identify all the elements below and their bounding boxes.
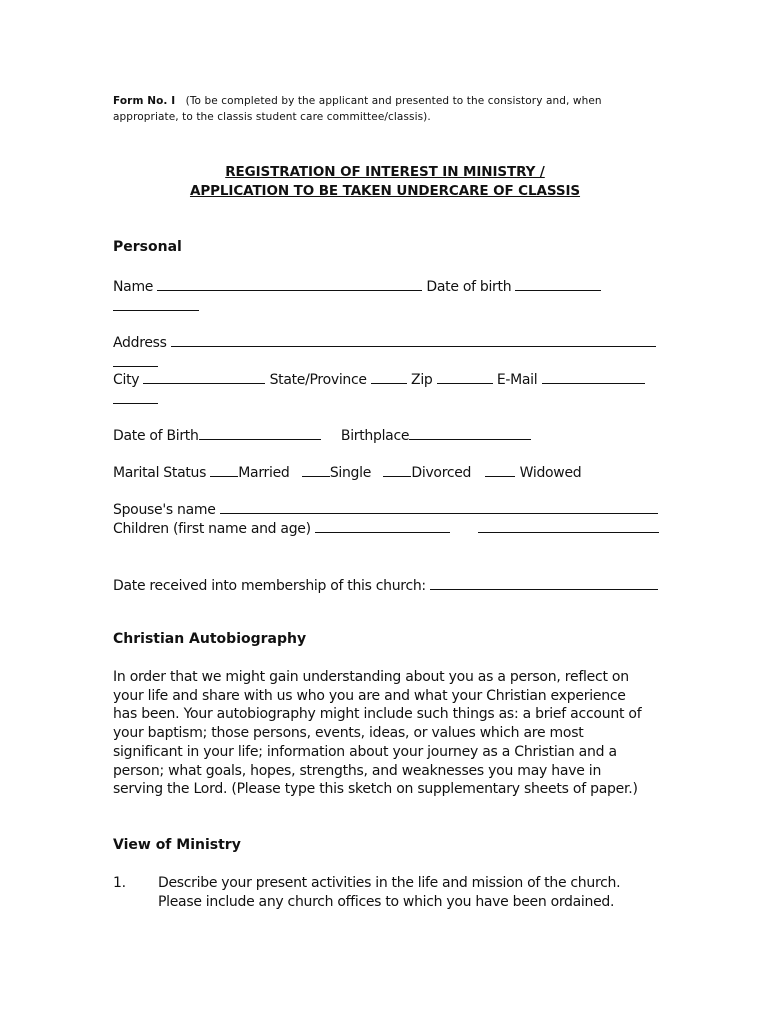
date-of-birth-label: Date of Birth bbox=[113, 428, 199, 444]
email-label: E-Mail bbox=[496, 372, 538, 388]
spouse-label: Spouse's name bbox=[113, 502, 216, 518]
zip-label: Zip bbox=[411, 372, 433, 388]
form-note: (To be completed by the applicant and presented to the consistory and, when bbox=[185, 95, 602, 107]
address-field[interactable] bbox=[171, 332, 656, 347]
form-number: Form No. I bbox=[113, 95, 176, 107]
name-row bbox=[113, 276, 601, 297]
dob-label: Date of birth bbox=[426, 279, 512, 295]
birthplace-field[interactable] bbox=[409, 425, 531, 440]
spouse-field[interactable] bbox=[220, 499, 658, 514]
date-of-birth-field[interactable] bbox=[199, 425, 321, 440]
ministry-heading: View of Ministry bbox=[113, 837, 241, 853]
ministry-item-line2: Please include any church offices to which you have been ordained. bbox=[158, 894, 615, 910]
ministry-item-line1: Describe your present activities in the life and mission of the church. bbox=[158, 875, 621, 891]
birth-row bbox=[113, 425, 531, 446]
children-label: Children (first name and age) bbox=[113, 521, 311, 537]
widowed-checkbox[interactable] bbox=[485, 462, 515, 477]
marital-row bbox=[113, 462, 581, 483]
children-field-1[interactable] bbox=[315, 518, 450, 533]
birthplace-label: Birthplace bbox=[340, 428, 410, 444]
personal-heading: Personal bbox=[113, 239, 182, 255]
single-label: Single bbox=[329, 465, 372, 481]
children-row bbox=[113, 518, 659, 539]
autobiography-heading: Christian Autobiography bbox=[113, 631, 307, 647]
ministry-item-number: 1. bbox=[113, 875, 126, 891]
dob-field[interactable] bbox=[515, 276, 601, 291]
membership-row bbox=[113, 575, 658, 596]
dob-field-continued[interactable] bbox=[113, 296, 199, 311]
membership-field[interactable] bbox=[430, 575, 658, 590]
membership-label: Date received into membership of this church: bbox=[113, 578, 426, 594]
address-label: Address bbox=[113, 335, 167, 351]
title-line1: REGISTRATION OF INTEREST IN MINISTRY / bbox=[225, 164, 545, 180]
address-row bbox=[113, 332, 656, 353]
city-label: City bbox=[113, 372, 140, 388]
email-field-continued[interactable] bbox=[113, 389, 158, 404]
title-line2: APPLICATION TO BE TAKEN UNDERCARE OF CLASSIS bbox=[189, 183, 581, 199]
single-checkbox[interactable] bbox=[302, 462, 330, 477]
city-row bbox=[113, 369, 645, 390]
form-note-line1 bbox=[113, 93, 602, 109]
children-field-2[interactable] bbox=[478, 518, 659, 533]
address-field-continued[interactable] bbox=[113, 352, 158, 367]
zip-field[interactable] bbox=[437, 369, 493, 384]
state-label: State/Province bbox=[269, 372, 367, 388]
form-note-line2: appropriate, to the classis student care committee/classis). bbox=[113, 111, 431, 123]
divorced-label: Divorced bbox=[411, 465, 472, 481]
married-label: Married bbox=[238, 465, 290, 481]
name-field[interactable] bbox=[157, 276, 422, 291]
email-field[interactable] bbox=[542, 369, 645, 384]
spouse-row bbox=[113, 499, 658, 520]
widowed-label: Widowed bbox=[519, 465, 582, 481]
city-field[interactable] bbox=[143, 369, 265, 384]
married-checkbox[interactable] bbox=[210, 462, 238, 477]
divorced-checkbox[interactable] bbox=[383, 462, 411, 477]
name-label: Name bbox=[113, 279, 154, 295]
autobiography-text: In order that we might gain understanding about you as a person, reflect on your life and share with us who you are and what your Christian experience has been. Your autobiography might include such things as: a brief account of your baptism; those persons, events, ideas, or values which are most significant in your life; information about your journey as a Christian and a person; what goals, hopes, strengths, and weaknesses you may have in serving the Lord. (Please type this sketch on supplementary sheets of paper.) bbox=[113, 669, 642, 798]
marital-label: Marital Status bbox=[113, 465, 207, 481]
state-field[interactable] bbox=[371, 369, 407, 384]
